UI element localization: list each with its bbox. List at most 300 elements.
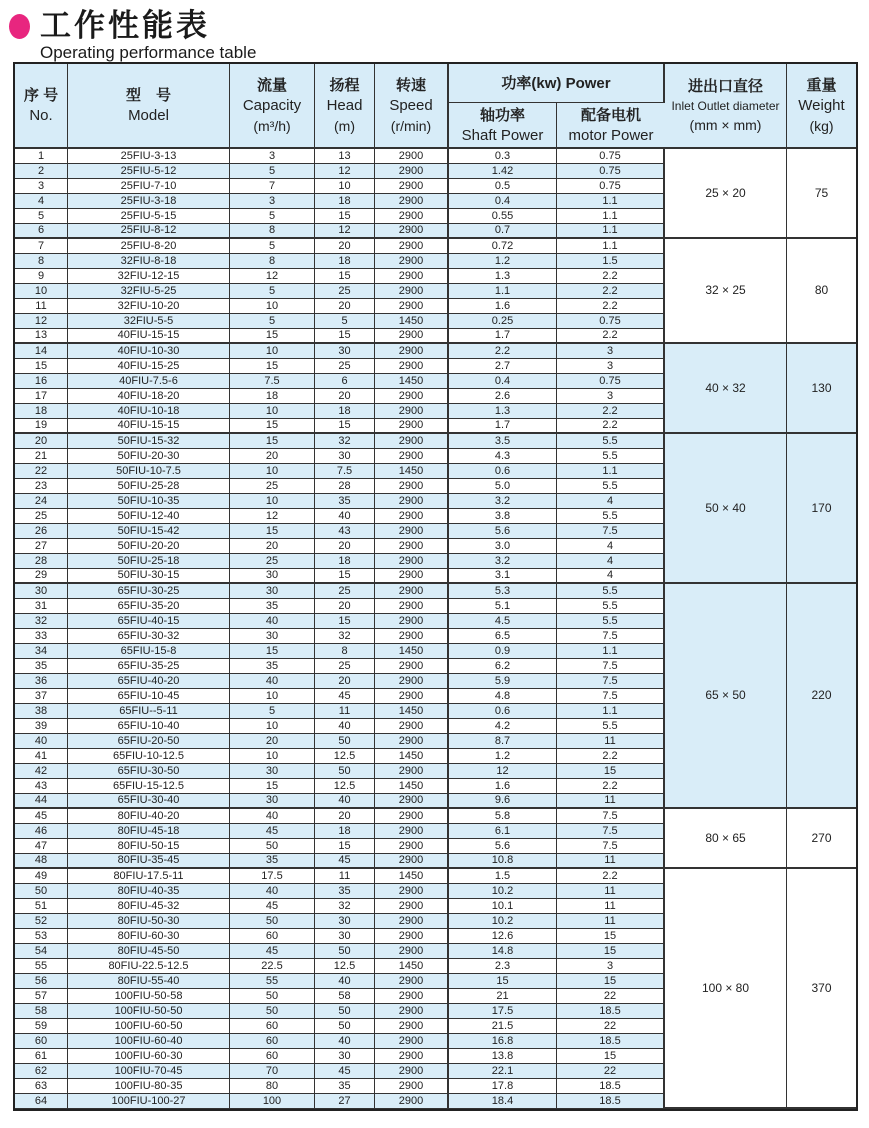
cell-diameter: 100 × 80 bbox=[665, 869, 787, 1109]
cell-shaft-power: 1.3 bbox=[449, 404, 557, 419]
cell-head: 25 bbox=[315, 359, 375, 374]
cell-head: 15 bbox=[315, 839, 375, 854]
cell-capacity: 12 bbox=[230, 509, 315, 524]
cell-speed: 1450 bbox=[375, 779, 449, 794]
header-motor-power bbox=[557, 103, 665, 149]
cell-shaft-power: 9.6 bbox=[449, 794, 557, 809]
cell-shaft-power: 0.4 bbox=[449, 194, 557, 209]
cell-no: 13 bbox=[15, 329, 68, 344]
cell-no: 14 bbox=[15, 344, 68, 359]
cell-speed: 1450 bbox=[375, 959, 449, 974]
header-capacity-en: Capacity bbox=[242, 97, 302, 114]
cell-head: 18 bbox=[315, 254, 375, 269]
cell-no: 12 bbox=[15, 314, 68, 329]
cell-shaft-power: 2.7 bbox=[449, 359, 557, 374]
cell-head: 15 bbox=[315, 419, 375, 434]
cell-speed: 2900 bbox=[375, 599, 449, 614]
cell-head: 20 bbox=[315, 674, 375, 689]
cell-speed: 1450 bbox=[375, 374, 449, 389]
cell-capacity: 10 bbox=[230, 494, 315, 509]
cell-no: 30 bbox=[15, 584, 68, 599]
cell-model: 50FIU-20-20 bbox=[68, 539, 230, 554]
cell-capacity: 50 bbox=[230, 1004, 315, 1019]
cell-shaft-power: 10.1 bbox=[449, 899, 557, 914]
cell-motor-power: 11 bbox=[557, 854, 665, 869]
header-diameter-en: Inlet Outlet diameter bbox=[671, 99, 780, 113]
cell-motor-power: 3 bbox=[557, 344, 665, 359]
cell-model: 50FIU-15-42 bbox=[68, 524, 230, 539]
cell-motor-power: 11 bbox=[557, 794, 665, 809]
cell-shaft-power: 17.8 bbox=[449, 1079, 557, 1094]
cell-motor-power: 4 bbox=[557, 554, 665, 569]
cell-speed: 2900 bbox=[375, 449, 449, 464]
cell-no: 38 bbox=[15, 704, 68, 719]
cell-head: 45 bbox=[315, 1064, 375, 1079]
cell-head: 50 bbox=[315, 734, 375, 749]
cell-capacity: 40 bbox=[230, 884, 315, 899]
cell-motor-power: 7.5 bbox=[557, 689, 665, 704]
cell-motor-power: 2.2 bbox=[557, 284, 665, 299]
cell-capacity: 30 bbox=[230, 794, 315, 809]
cell-model: 65FIU-30-25 bbox=[68, 584, 230, 599]
header-shaft-power-zh: 轴功率 bbox=[479, 106, 525, 124]
cell-model: 80FIU-40-20 bbox=[68, 809, 230, 824]
cell-no: 23 bbox=[15, 479, 68, 494]
cell-head: 40 bbox=[315, 509, 375, 524]
cell-head: 25 bbox=[315, 584, 375, 599]
cell-weight: 170 bbox=[787, 434, 856, 584]
cell-model: 40FIU-15-25 bbox=[68, 359, 230, 374]
cell-no: 16 bbox=[15, 374, 68, 389]
cell-capacity: 15 bbox=[230, 359, 315, 374]
cell-head: 25 bbox=[315, 284, 375, 299]
cell-head: 18 bbox=[315, 824, 375, 839]
header-model-en: Model bbox=[128, 107, 169, 124]
cell-shaft-power: 10.2 bbox=[449, 884, 557, 899]
cell-shaft-power: 17.5 bbox=[449, 1004, 557, 1019]
cell-model: 25FIU-5-12 bbox=[68, 164, 230, 179]
cell-shaft-power: 0.25 bbox=[449, 314, 557, 329]
cell-capacity: 15 bbox=[230, 779, 315, 794]
cell-shaft-power: 0.5 bbox=[449, 179, 557, 194]
cell-speed: 1450 bbox=[375, 644, 449, 659]
cell-no: 24 bbox=[15, 494, 68, 509]
cell-motor-power: 15 bbox=[557, 764, 665, 779]
cell-shaft-power: 1.1 bbox=[449, 284, 557, 299]
cell-model: 80FIU-50-30 bbox=[68, 914, 230, 929]
cell-head: 28 bbox=[315, 479, 375, 494]
cell-capacity: 10 bbox=[230, 719, 315, 734]
cell-capacity: 10 bbox=[230, 344, 315, 359]
cell-motor-power: 2.2 bbox=[557, 749, 665, 764]
cell-capacity: 5 bbox=[230, 314, 315, 329]
cell-no: 32 bbox=[15, 614, 68, 629]
cell-no: 42 bbox=[15, 764, 68, 779]
cell-motor-power: 5.5 bbox=[557, 479, 665, 494]
cell-shaft-power: 8.7 bbox=[449, 734, 557, 749]
cell-head: 50 bbox=[315, 1019, 375, 1034]
cell-no: 56 bbox=[15, 974, 68, 989]
cell-speed: 2900 bbox=[375, 974, 449, 989]
cell-no: 2 bbox=[15, 164, 68, 179]
cell-head: 11 bbox=[315, 704, 375, 719]
cell-speed: 2900 bbox=[375, 989, 449, 1004]
cell-speed: 2900 bbox=[375, 524, 449, 539]
cell-shaft-power: 3.2 bbox=[449, 554, 557, 569]
cell-shaft-power: 0.6 bbox=[449, 704, 557, 719]
cell-capacity: 15 bbox=[230, 434, 315, 449]
cell-capacity: 15 bbox=[230, 524, 315, 539]
header-motor-power-en: motor Power bbox=[568, 126, 654, 144]
cell-speed: 2900 bbox=[375, 1034, 449, 1049]
header-shaft-power bbox=[449, 103, 557, 149]
cell-weight: 220 bbox=[787, 584, 856, 809]
cell-capacity: 5 bbox=[230, 284, 315, 299]
cell-motor-power: 7.5 bbox=[557, 839, 665, 854]
cell-capacity: 18 bbox=[230, 389, 315, 404]
cell-capacity: 30 bbox=[230, 629, 315, 644]
cell-speed: 2900 bbox=[375, 1049, 449, 1064]
cell-motor-power: 5.5 bbox=[557, 584, 665, 599]
cell-no: 48 bbox=[15, 854, 68, 869]
cell-no: 54 bbox=[15, 944, 68, 959]
cell-shaft-power: 5.6 bbox=[449, 839, 557, 854]
cell-model: 100FIU-70-45 bbox=[68, 1064, 230, 1079]
cell-shaft-power: 1.3 bbox=[449, 269, 557, 284]
cell-model: 65FIU-35-25 bbox=[68, 659, 230, 674]
cell-capacity: 10 bbox=[230, 464, 315, 479]
cell-speed: 2900 bbox=[375, 269, 449, 284]
table-row bbox=[15, 344, 856, 359]
cell-model: 50FIU-30-15 bbox=[68, 569, 230, 584]
cell-motor-power: 11 bbox=[557, 914, 665, 929]
cell-shaft-power: 4.2 bbox=[449, 719, 557, 734]
cell-shaft-power: 5.6 bbox=[449, 524, 557, 539]
cell-model: 65FIU-10-40 bbox=[68, 719, 230, 734]
table-row bbox=[15, 809, 856, 824]
cell-speed: 2900 bbox=[375, 344, 449, 359]
performance-table bbox=[13, 62, 858, 1111]
cell-motor-power: 7.5 bbox=[557, 674, 665, 689]
cell-head: 15 bbox=[315, 569, 375, 584]
cell-speed: 2900 bbox=[375, 1019, 449, 1034]
cell-head: 20 bbox=[315, 809, 375, 824]
cell-shaft-power: 3.5 bbox=[449, 434, 557, 449]
cell-head: 50 bbox=[315, 1004, 375, 1019]
cell-motor-power: 7.5 bbox=[557, 629, 665, 644]
cell-head: 25 bbox=[315, 659, 375, 674]
cell-speed: 2900 bbox=[375, 389, 449, 404]
cell-shaft-power: 18.4 bbox=[449, 1094, 557, 1109]
cell-motor-power: 4 bbox=[557, 494, 665, 509]
cell-motor-power: 15 bbox=[557, 944, 665, 959]
cell-diameter: 50 × 40 bbox=[665, 434, 787, 584]
cell-shaft-power: 5.3 bbox=[449, 584, 557, 599]
header-no bbox=[15, 64, 68, 149]
cell-capacity: 70 bbox=[230, 1064, 315, 1079]
cell-head: 13 bbox=[315, 149, 375, 164]
cell-speed: 2900 bbox=[375, 1079, 449, 1094]
cell-head: 27 bbox=[315, 1094, 375, 1109]
cell-motor-power: 3 bbox=[557, 359, 665, 374]
cell-speed: 2900 bbox=[375, 629, 449, 644]
cell-no: 27 bbox=[15, 539, 68, 554]
cell-head: 50 bbox=[315, 944, 375, 959]
cell-motor-power: 7.5 bbox=[557, 824, 665, 839]
cell-no: 51 bbox=[15, 899, 68, 914]
cell-no: 31 bbox=[15, 599, 68, 614]
cell-model: 25FIU-3-13 bbox=[68, 149, 230, 164]
cell-no: 61 bbox=[15, 1049, 68, 1064]
cell-head: 35 bbox=[315, 1079, 375, 1094]
cell-speed: 2900 bbox=[375, 299, 449, 314]
cell-motor-power: 2.2 bbox=[557, 269, 665, 284]
cell-model: 50FIU-10-7.5 bbox=[68, 464, 230, 479]
header-no-en: No. bbox=[29, 107, 53, 124]
cell-speed: 2900 bbox=[375, 179, 449, 194]
cell-no: 15 bbox=[15, 359, 68, 374]
cell-capacity: 40 bbox=[230, 614, 315, 629]
cell-head: 11 bbox=[315, 869, 375, 884]
cell-speed: 2900 bbox=[375, 404, 449, 419]
cell-speed: 2900 bbox=[375, 809, 449, 824]
cell-shaft-power: 6.1 bbox=[449, 824, 557, 839]
cell-shaft-power: 12 bbox=[449, 764, 557, 779]
cell-motor-power: 18.5 bbox=[557, 1094, 665, 1109]
cell-head: 18 bbox=[315, 554, 375, 569]
cell-speed: 2900 bbox=[375, 884, 449, 899]
cell-model: 65FIU--5-11 bbox=[68, 704, 230, 719]
cell-model: 65FIU-15-12.5 bbox=[68, 779, 230, 794]
header-weight-zh: 重量 bbox=[806, 77, 837, 94]
cell-capacity: 5 bbox=[230, 164, 315, 179]
cell-no: 41 bbox=[15, 749, 68, 764]
cell-model: 65FIU-30-40 bbox=[68, 794, 230, 809]
cell-model: 100FIU-80-35 bbox=[68, 1079, 230, 1094]
cell-motor-power: 0.75 bbox=[557, 314, 665, 329]
header-power-group bbox=[449, 64, 665, 103]
cell-head: 18 bbox=[315, 194, 375, 209]
cell-no: 8 bbox=[15, 254, 68, 269]
cell-no: 53 bbox=[15, 929, 68, 944]
header-head-en: Head bbox=[326, 97, 363, 114]
cell-motor-power: 1.1 bbox=[557, 644, 665, 659]
title-bullet-icon bbox=[9, 14, 30, 39]
cell-shaft-power: 1.2 bbox=[449, 254, 557, 269]
cell-head: 12.5 bbox=[315, 749, 375, 764]
cell-speed: 2900 bbox=[375, 794, 449, 809]
cell-no: 63 bbox=[15, 1079, 68, 1094]
cell-speed: 1450 bbox=[375, 464, 449, 479]
cell-no: 60 bbox=[15, 1034, 68, 1049]
cell-model: 80FIU-40-35 bbox=[68, 884, 230, 899]
cell-no: 57 bbox=[15, 989, 68, 1004]
cell-shaft-power: 2.6 bbox=[449, 389, 557, 404]
cell-motor-power: 15 bbox=[557, 974, 665, 989]
cell-motor-power: 5.5 bbox=[557, 449, 665, 464]
cell-speed: 2900 bbox=[375, 479, 449, 494]
cell-head: 8 bbox=[315, 644, 375, 659]
cell-capacity: 35 bbox=[230, 599, 315, 614]
cell-model: 100FIU-50-58 bbox=[68, 989, 230, 1004]
cell-motor-power: 0.75 bbox=[557, 374, 665, 389]
cell-no: 29 bbox=[15, 569, 68, 584]
cell-shaft-power: 12.6 bbox=[449, 929, 557, 944]
table-row bbox=[15, 239, 856, 254]
cell-motor-power: 1.1 bbox=[557, 464, 665, 479]
cell-shaft-power: 22.1 bbox=[449, 1064, 557, 1079]
cell-capacity: 45 bbox=[230, 944, 315, 959]
cell-model: 25FIU-8-12 bbox=[68, 224, 230, 239]
cell-speed: 2900 bbox=[375, 224, 449, 239]
cell-motor-power: 22 bbox=[557, 989, 665, 1004]
cell-motor-power: 0.75 bbox=[557, 164, 665, 179]
cell-motor-power: 15 bbox=[557, 1049, 665, 1064]
cell-capacity: 20 bbox=[230, 734, 315, 749]
cell-motor-power: 5.5 bbox=[557, 599, 665, 614]
cell-head: 15 bbox=[315, 209, 375, 224]
cell-capacity: 45 bbox=[230, 899, 315, 914]
cell-shaft-power: 10.2 bbox=[449, 914, 557, 929]
cell-head: 45 bbox=[315, 689, 375, 704]
table-row bbox=[15, 584, 856, 599]
cell-no: 17 bbox=[15, 389, 68, 404]
cell-speed: 2900 bbox=[375, 914, 449, 929]
cell-speed: 1450 bbox=[375, 869, 449, 884]
cell-shaft-power: 3.1 bbox=[449, 569, 557, 584]
cell-capacity: 50 bbox=[230, 839, 315, 854]
cell-no: 36 bbox=[15, 674, 68, 689]
cell-model: 32FIU-12-15 bbox=[68, 269, 230, 284]
cell-model: 65FIU-40-15 bbox=[68, 614, 230, 629]
cell-capacity: 10 bbox=[230, 749, 315, 764]
cell-no: 1 bbox=[15, 149, 68, 164]
cell-speed: 2900 bbox=[375, 209, 449, 224]
header-model-zh: 型 号 bbox=[125, 87, 171, 104]
cell-capacity: 60 bbox=[230, 1049, 315, 1064]
cell-model: 80FIU-45-18 bbox=[68, 824, 230, 839]
cell-motor-power: 3 bbox=[557, 959, 665, 974]
cell-speed: 2900 bbox=[375, 554, 449, 569]
cell-no: 62 bbox=[15, 1064, 68, 1079]
cell-shaft-power: 1.5 bbox=[449, 869, 557, 884]
cell-speed: 1450 bbox=[375, 704, 449, 719]
cell-head: 20 bbox=[315, 299, 375, 314]
cell-head: 30 bbox=[315, 344, 375, 359]
cell-shaft-power: 1.7 bbox=[449, 419, 557, 434]
cell-capacity: 35 bbox=[230, 854, 315, 869]
header-head bbox=[315, 64, 375, 149]
header-no-zh: 序 号 bbox=[23, 87, 59, 104]
cell-model: 80FIU-17.5-11 bbox=[68, 869, 230, 884]
cell-capacity: 45 bbox=[230, 824, 315, 839]
cell-no: 6 bbox=[15, 224, 68, 239]
header-speed-unit: (r/min) bbox=[390, 118, 432, 134]
cell-capacity: 5 bbox=[230, 209, 315, 224]
cell-shaft-power: 6.2 bbox=[449, 659, 557, 674]
cell-model: 100FIU-60-40 bbox=[68, 1034, 230, 1049]
cell-motor-power: 2.2 bbox=[557, 329, 665, 344]
cell-no: 11 bbox=[15, 299, 68, 314]
cell-diameter: 40 × 32 bbox=[665, 344, 787, 434]
header-capacity-unit: (m³/h) bbox=[253, 118, 291, 134]
cell-shaft-power: 0.4 bbox=[449, 374, 557, 389]
cell-shaft-power: 3.0 bbox=[449, 539, 557, 554]
cell-speed: 2900 bbox=[375, 614, 449, 629]
cell-weight: 80 bbox=[787, 239, 856, 344]
cell-speed: 2900 bbox=[375, 239, 449, 254]
cell-weight: 75 bbox=[787, 149, 856, 239]
cell-model: 65FIU-35-20 bbox=[68, 599, 230, 614]
cell-speed: 2900 bbox=[375, 734, 449, 749]
cell-speed: 2900 bbox=[375, 1004, 449, 1019]
cell-motor-power: 2.2 bbox=[557, 779, 665, 794]
cell-no: 45 bbox=[15, 809, 68, 824]
cell-no: 39 bbox=[15, 719, 68, 734]
cell-capacity: 8 bbox=[230, 224, 315, 239]
cell-head: 20 bbox=[315, 389, 375, 404]
cell-diameter: 32 × 25 bbox=[665, 239, 787, 344]
cell-head: 20 bbox=[315, 539, 375, 554]
cell-capacity: 15 bbox=[230, 329, 315, 344]
cell-model: 65FIU-20-50 bbox=[68, 734, 230, 749]
header-capacity-zh: 流量 bbox=[256, 77, 287, 94]
cell-shaft-power: 1.2 bbox=[449, 749, 557, 764]
cell-motor-power: 7.5 bbox=[557, 809, 665, 824]
cell-no: 4 bbox=[15, 194, 68, 209]
cell-motor-power: 11 bbox=[557, 734, 665, 749]
header-diameter bbox=[665, 64, 787, 149]
cell-head: 35 bbox=[315, 884, 375, 899]
cell-capacity: 50 bbox=[230, 989, 315, 1004]
cell-motor-power: 11 bbox=[557, 899, 665, 914]
cell-shaft-power: 0.9 bbox=[449, 644, 557, 659]
cell-model: 80FIU-50-15 bbox=[68, 839, 230, 854]
cell-no: 10 bbox=[15, 284, 68, 299]
cell-speed: 2900 bbox=[375, 194, 449, 209]
cell-motor-power: 18.5 bbox=[557, 1079, 665, 1094]
cell-motor-power: 1.1 bbox=[557, 224, 665, 239]
cell-motor-power: 4 bbox=[557, 569, 665, 584]
cell-capacity: 22.5 bbox=[230, 959, 315, 974]
cell-shaft-power: 1.6 bbox=[449, 779, 557, 794]
cell-head: 40 bbox=[315, 1034, 375, 1049]
page-subtitle: Operating performance table bbox=[40, 43, 257, 62]
cell-no: 9 bbox=[15, 269, 68, 284]
cell-speed: 2900 bbox=[375, 719, 449, 734]
cell-head: 10 bbox=[315, 179, 375, 194]
cell-speed: 2900 bbox=[375, 329, 449, 344]
header-motor-power-zh: 配备电机 bbox=[580, 106, 641, 124]
cell-capacity: 5 bbox=[230, 704, 315, 719]
cell-head: 7.5 bbox=[315, 464, 375, 479]
cell-head: 6 bbox=[315, 374, 375, 389]
cell-shaft-power: 1.7 bbox=[449, 329, 557, 344]
cell-speed: 2900 bbox=[375, 659, 449, 674]
cell-head: 30 bbox=[315, 449, 375, 464]
cell-model: 32FIU-5-25 bbox=[68, 284, 230, 299]
cell-no: 58 bbox=[15, 1004, 68, 1019]
cell-model: 80FIU-35-45 bbox=[68, 854, 230, 869]
cell-capacity: 30 bbox=[230, 764, 315, 779]
cell-shaft-power: 21.5 bbox=[449, 1019, 557, 1034]
cell-no: 50 bbox=[15, 884, 68, 899]
cell-head: 12.5 bbox=[315, 779, 375, 794]
cell-head: 30 bbox=[315, 1049, 375, 1064]
cell-no: 3 bbox=[15, 179, 68, 194]
cell-motor-power: 22 bbox=[557, 1019, 665, 1034]
cell-motor-power: 3 bbox=[557, 389, 665, 404]
